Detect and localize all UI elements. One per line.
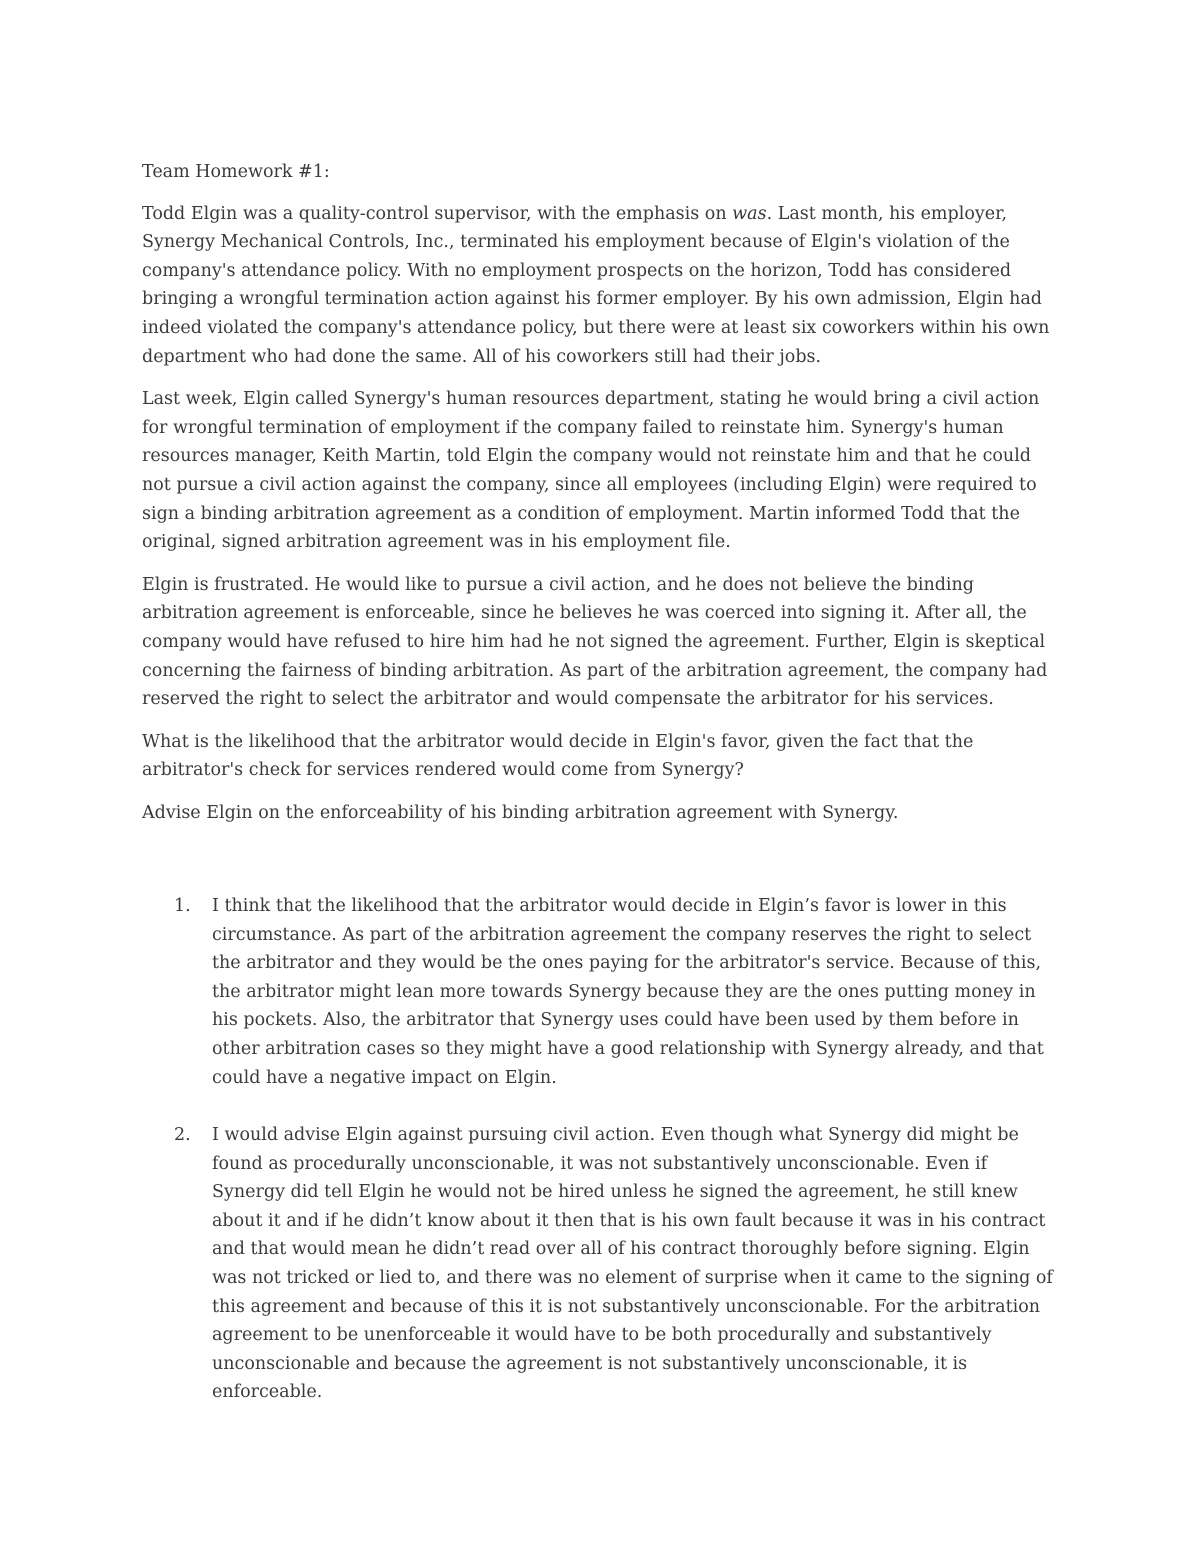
answer-number-2: 2.	[174, 1125, 191, 1145]
document-title: Team Homework #1:	[142, 162, 330, 182]
paragraph-phone-call: Last week, Elgin called Synergy's human resources department, stating he would bring a civil action for wrongful termination of employment if the company failed to reinstate him. Synergy's human resources manager, Keith Martin, told Elgin the company would not reinstate him and that he could not pursue a civil action against the company, since all employees (including Elgin) were required to sign a binding arbitration agreement as a condition of employment. Martin informed Todd that the original, signed arbitration agreement was in his employment file.	[142, 389, 1040, 553]
paragraph-background-text-start: Todd Elgin was a quality-control supervisor, with the emphasis on	[142, 203, 733, 224]
answer-number-1: 1.	[174, 896, 191, 916]
answer-text-2: I would advise Elgin against pursuing civil action. Even though what Synergy did might be found as procedurally unconscionable, it was not substantively unconscionable. Even if Synergy did tell Elgin he would not be hired unless he signed the agreement, he still knew about it and if he didn’t know about it then that is his own fault because it was in his contract and that would mean he didn’t read over all of his contract thoroughly before signing. Elgin was not tricked or lied to, and there was no element of surprise when it came to the signing of this agreement and because of this it is not substantively unconscionable. For the arbitration agreement to be unenforceable it would have to be both procedurally and substantively unconscionable and because the agreement is not substantively unconscionable, it is enforceable.	[212, 1125, 1053, 1403]
document-body	[142, 158, 1062, 841]
answer-text-1: I think that the likelihood that the arbitrator would decide in Elgin’s favor is lower in this circumstance. As part of the arbitration agreement the company reserves the right to select the arbitrator and they would be the ones paying for the arbitrator's service. Because of this, the arbitrator might lean more towards Synergy because they are the ones putting money in his pockets. Also, the arbitrator that Synergy uses could have been used by them before in other arbitration cases so they might have a good relationship with Synergy already, and that could have a negative impact on Elgin.	[212, 896, 1044, 1088]
paragraph-frustration: Elgin is frustrated. He would like to pursue a civil action, and he does not believe the binding arbitration agreement is enforceable, since he believes he was coerced into signing it. After all, the company would have refused to hire him had he not signed the agreement. Further, Elgin is skeptical concerning the fairness of binding arbitration. As part of the arbitration agreement, the company had reserved the right to select the arbitrator and would compensate the arbitrator for his services.	[142, 574, 1048, 710]
paragraph-background-text-end: . Last month, his employer, Synergy Mechanical Controls, Inc., terminated his employment because of Elgin's violation of the company's attendance policy. With no employment prospects on the horizon, Todd has considered bringing a wrongful termination action against his former employer. By his own admission, Elgin had indeed violated the company's attendance policy, but there were at least six coworkers within his own department who had done the same. All of his coworkers still had their jobs.	[142, 203, 1050, 367]
answer-item-2	[142, 1121, 1062, 1407]
emphasis-was: was	[732, 203, 767, 224]
question-advice: Advise Elgin on the enforceability of his binding arbitration agreement with Synergy.	[142, 802, 899, 823]
answer-item-1	[142, 892, 1062, 1092]
paragraph-background	[142, 200, 1062, 372]
question-likelihood: What is the likelihood that the arbitrator would decide in Elgin's favor, given the fact that the arbitrator's check for services rendered would come from Synergy?	[142, 731, 974, 781]
